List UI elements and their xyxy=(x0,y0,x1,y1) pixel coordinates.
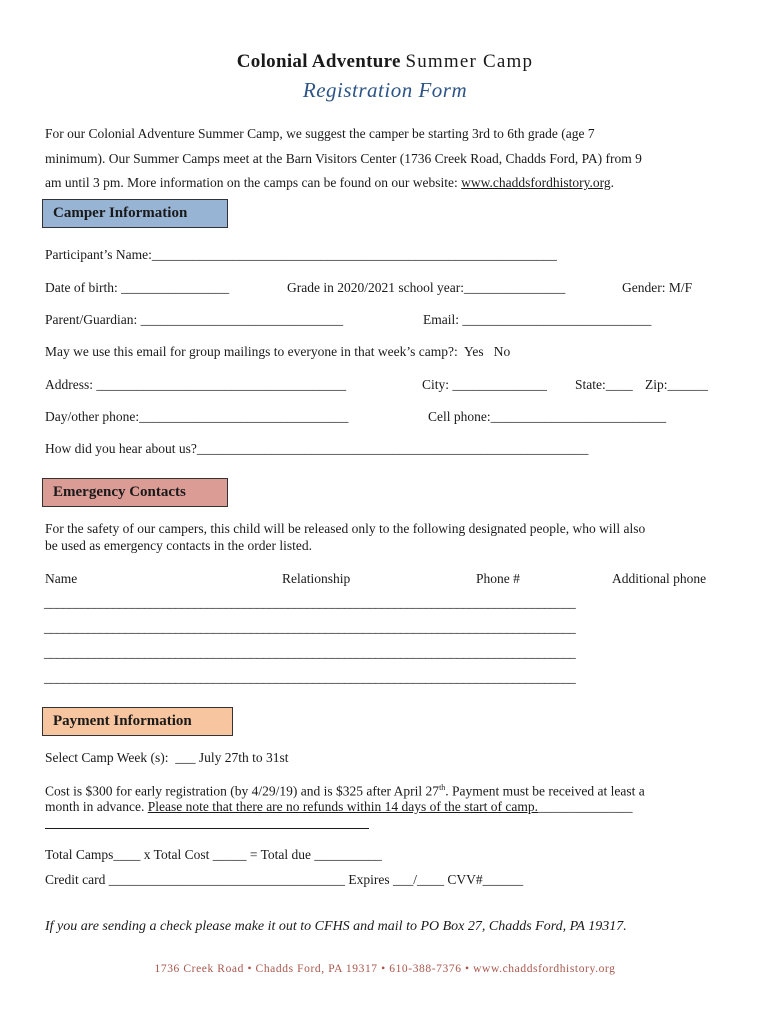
zip-field[interactable]: Zip:______ xyxy=(645,377,708,392)
cost-line-2 xyxy=(45,799,633,815)
emergency-contact-row[interactable]: _____________________________________________________________________________________ xyxy=(44,670,576,685)
footer-address: 1736 Creek Road • Chadds Ford, PA 19317 • 610-388-7376 • www.chaddsfordhistory.org xyxy=(154,963,616,975)
cost-text-part-2: . Payment must be received at least a xyxy=(445,783,645,799)
payment-information-heading: Payment Information xyxy=(42,707,233,736)
state-field[interactable]: State:____ xyxy=(575,377,633,392)
cost-superscript: th xyxy=(439,783,446,792)
parent-guardian-field[interactable]: Parent/Guardian: ______________________________ xyxy=(45,312,344,327)
column-header-relationship: Relationship xyxy=(282,571,351,586)
grade-field[interactable]: Grade in 2020/2021 school year:_______________ xyxy=(287,280,566,295)
address-field[interactable]: Address: _____________________________________ xyxy=(45,377,347,392)
intro-line-3 xyxy=(45,175,735,191)
refund-policy-note: Please note that there are no refunds within 14 days of the start of camp. xyxy=(147,799,538,814)
check-mailing-note: If you are sending a check please make it out to CFHS and mail to PO Box 27, Chadds Ford, PA 19317. xyxy=(45,919,627,934)
cost-line-1 xyxy=(45,783,645,800)
intro-line-2: minimum). Our Summer Camps meet at the Barn Visitors Center (1736 Creek Road, Chadds Ford, PA) from 9 xyxy=(45,151,642,166)
group-mailing-question[interactable]: May we use this email for group mailings to everyone in that week’s camp?: Yes No xyxy=(45,344,511,359)
intro-line-3-end: . xyxy=(610,175,615,190)
total-due-field[interactable]: Total Camps____ x Total Cost _____ = Total due __________ xyxy=(45,847,382,862)
camper-information-heading: Camper Information xyxy=(42,199,228,228)
column-header-name: Name xyxy=(45,571,78,586)
day-phone-field[interactable]: Day/other phone:_______________________________ xyxy=(45,409,349,424)
form-subtitle: Registration Form xyxy=(302,78,468,102)
column-header-phone: Phone # xyxy=(476,571,520,586)
cell-phone-field[interactable]: Cell phone:__________________________ xyxy=(428,409,667,424)
intro-line-1: For our Colonial Adventure Summer Camp, we suggest the camper be starting 3rd to 6th grade (age 7 xyxy=(45,126,595,141)
emergency-note-line-2: be used as emergency contacts in the order listed. xyxy=(45,538,313,553)
emergency-note-line-1: For the safety of our campers, this child will be released only to the following designated people, who will also xyxy=(45,521,646,536)
select-camp-week-field[interactable]: Select Camp Week (s): ___ July 27th to 31st xyxy=(45,750,289,765)
title-bold: Colonial Adventure xyxy=(236,51,401,72)
city-field[interactable]: City: ______________ xyxy=(422,377,547,392)
cost-text-part-1: Cost is $300 for early registration (by 4/29/19) and is $325 after April 27 xyxy=(45,783,440,799)
hear-about-us-field[interactable]: How did you hear about us?__________________________________________________________ xyxy=(45,441,589,456)
date-of-birth-field[interactable]: Date of birth: ________________ xyxy=(45,280,230,295)
column-header-additional-phone: Additional phone xyxy=(612,571,707,586)
email-field[interactable]: Email: ____________________________ xyxy=(423,312,652,327)
form-title xyxy=(0,51,770,73)
emergency-contact-row[interactable]: _____________________________________________________________________________________ xyxy=(44,645,576,660)
title-light: Summer Camp xyxy=(405,51,534,72)
participant-name-field[interactable]: Participant’s Name:____________________________________________________________ xyxy=(45,247,557,262)
divider-line xyxy=(45,828,369,829)
intro-line-3-text: am until 3 pm. More information on the camps can be found on our website: xyxy=(45,175,462,190)
emergency-contact-row[interactable]: _____________________________________________________________________________________ xyxy=(44,620,576,635)
cost-line-2-blank: ______________ xyxy=(538,799,633,814)
cost-line-2-text: month in advance. xyxy=(45,799,148,814)
credit-card-field[interactable]: Credit card ___________________________________ Expires ___/____ CVV#______ xyxy=(45,872,524,887)
website-link[interactable]: www.chaddsfordhistory.org xyxy=(461,175,611,190)
emergency-contact-row[interactable]: _____________________________________________________________________________________ xyxy=(44,595,576,610)
gender-field[interactable]: Gender: M/F xyxy=(622,280,693,295)
emergency-contacts-heading: Emergency Contacts xyxy=(42,478,228,507)
